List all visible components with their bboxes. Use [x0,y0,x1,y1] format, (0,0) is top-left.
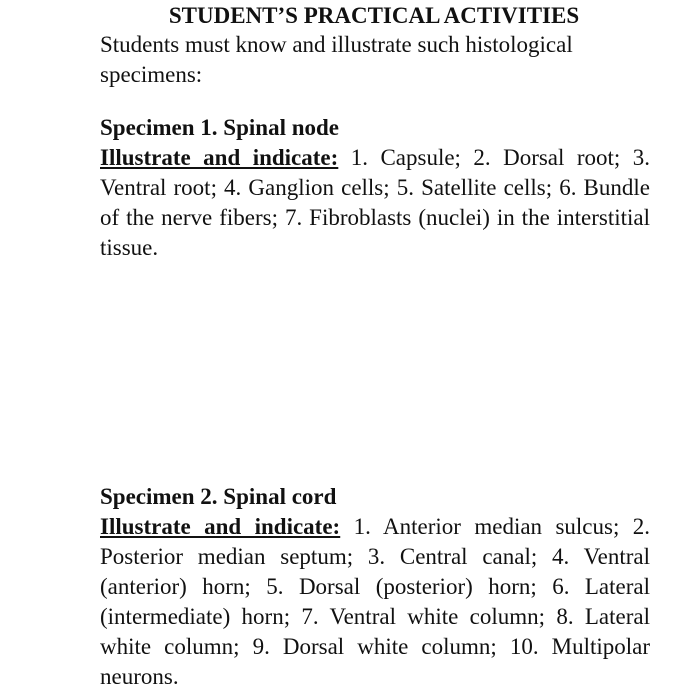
intro-text: Students must know and illustrate such histological specimens: [100,32,573,87]
specimen-1-instructions [100,143,650,263]
specimen-1-lead: Illustrate and indicate: [100,145,339,170]
specimen-2-heading: Specimen 2. Spinal cord [100,484,337,509]
specimen-1-items: 1. Capsule; 2. Dorsal root; 3. Ventral root; 4. Ganglion cells; 5. Satellite cells; 6. Bundle of the nerve fibers; 7. Fibroblasts (nuclei) in the interstitial tissue. [100,145,651,260]
page-title: STUDENT’S PRACTICAL ACTIVITIES [168,3,580,28]
specimen-2-lead: Illustrate and indicate: [100,514,341,539]
specimen-1-heading: Specimen 1. Spinal node [100,115,339,140]
specimen-2-instructions [100,512,650,692]
specimen-2-items: 1. Anterior median sulcus; 2. Posterior median septum; 3. Central canal; 4. Ventral (anterior) horn; 5. Dorsal (posterior) horn; 6. Lateral (intermediate) horn; 7. Ventral white column; 8. Lateral white column; 9. Dorsal white column; 10. Multipolar neurons. [100,514,650,689]
specimen-1-section [100,113,650,263]
specimen-2-section [100,482,650,692]
